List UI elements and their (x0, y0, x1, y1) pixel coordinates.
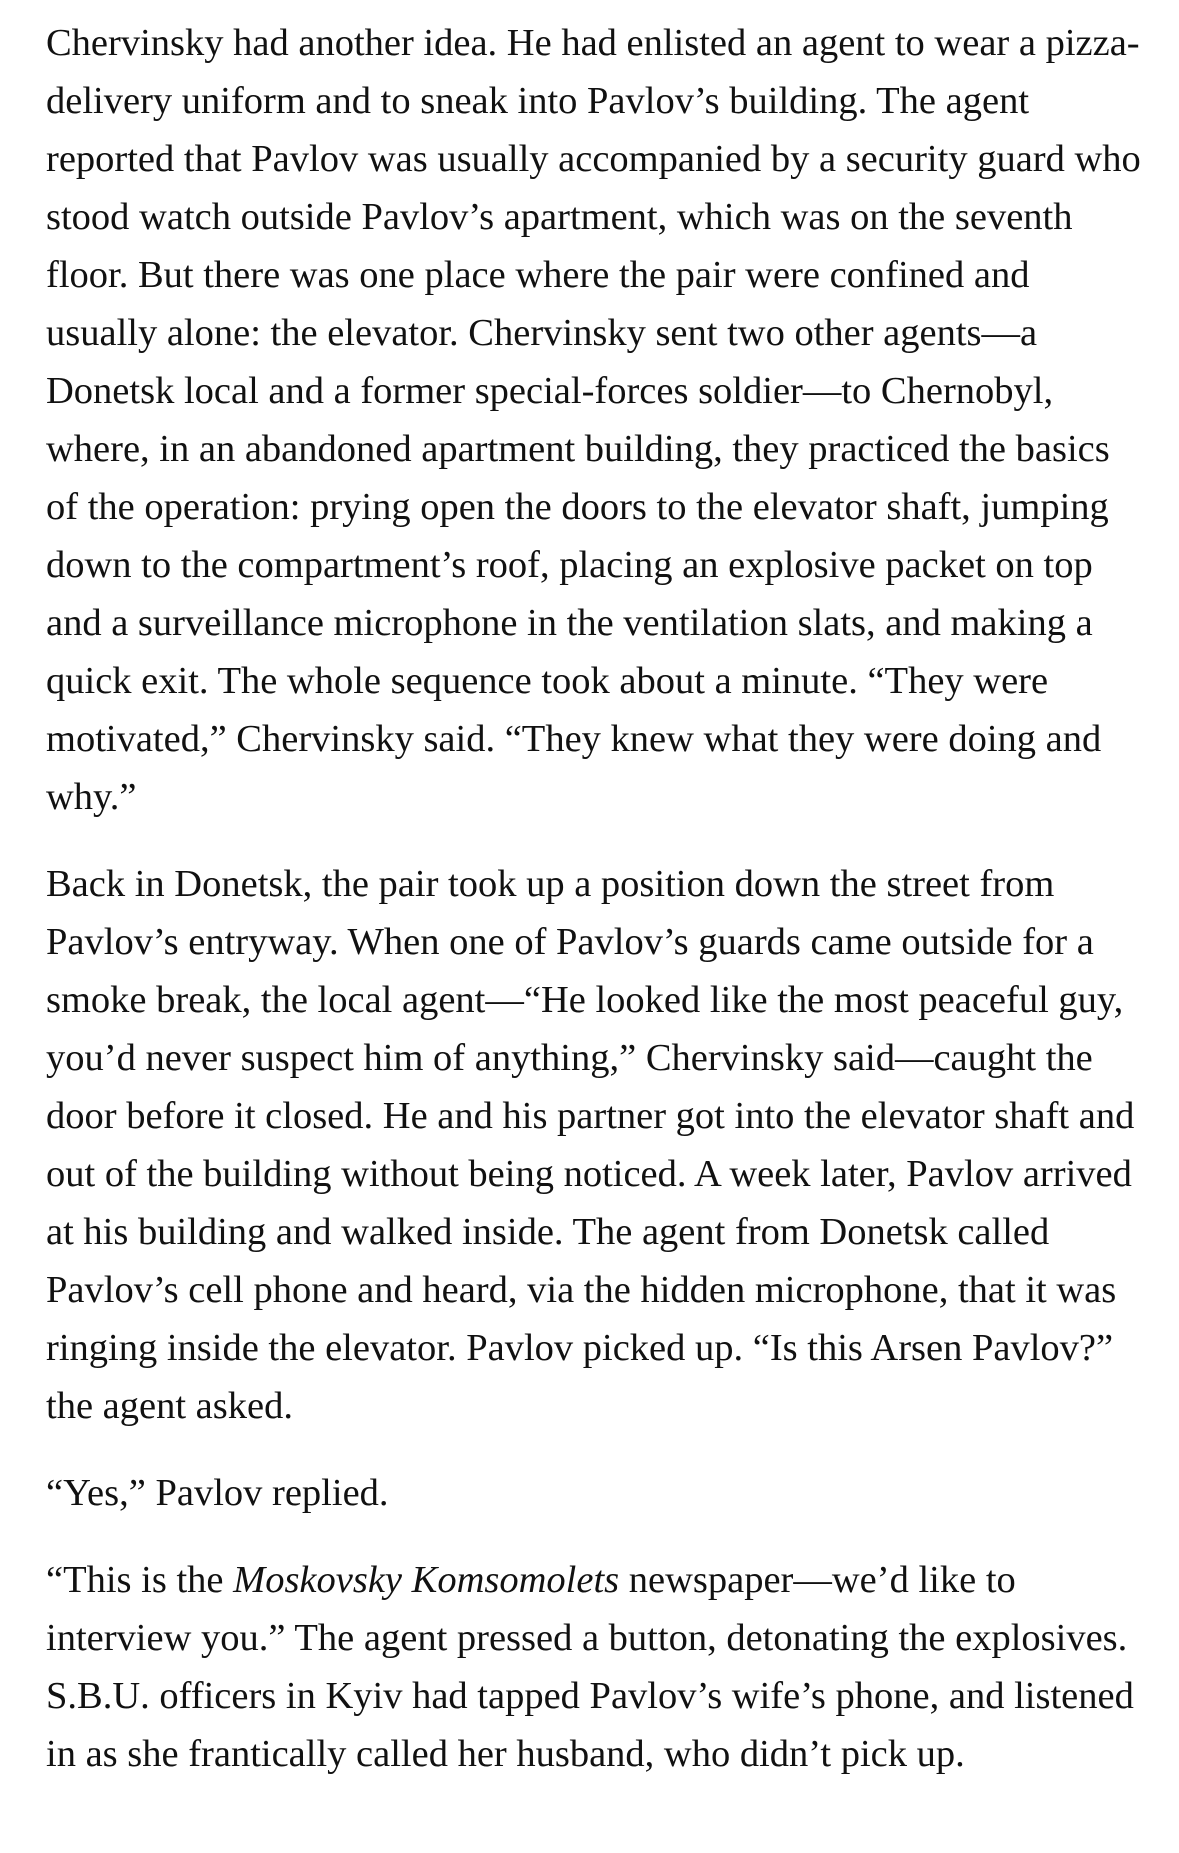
paragraph-donetsk-operation: Back in Donetsk, the pair took up a position down the street from Pavlov’s entryway. When one of Pavlov’s guards came outside for a smoke break, the local agent—“He looked like the most peaceful guy, you’d never suspect him of anything,” Chervinsky said—caught the door before it closed. He and his partner got into the elevator shaft and out of the building without being noticed. A week later, Pavlov arrived at his building and walked inside. The agent from Donetsk called Pavlov’s cell phone and heard, via the hidden microphone, that it was ringing inside the elevator. Pavlov picked up. “Is this Arsen Pavlov?” the agent asked. (46, 863, 1135, 1427)
paragraph-pavlov-reply: “Yes,” Pavlov replied. (46, 1472, 389, 1514)
newspaper-name: Moskovsky Komsomolets (233, 1559, 620, 1601)
paragraph-detonation (46, 1551, 1143, 1783)
paragraph-elevator-plan: Chervinsky had another idea. He had enlisted an agent to wear a pizza-delivery uniform and to sneak into Pavlov’s building. The agent reported that Pavlov was usually accompanied by a security guard who stood watch outside Pavlov’s apartment, which was on the seventh floor. But there was one place where the pair were confined and usually alone: the elevator. Chervinsky sent two other agents—a Donetsk local and a former special-forces soldier—to Chernobyl, where, in an abandoned apartment building, they practiced the basics of the operation: prying open the doors to the elevator shaft, jumping down to the compartment’s roof, placing an explosive packet on top and a surveillance microphone in the ventilation slats, and making a quick exit. The whole sequence took about a minute. “They were motivated,” Chervinsky said. “They knew what they were doing and why.” (46, 22, 1141, 818)
quote-opening: “This is the (46, 1559, 234, 1601)
quote-remainder: newspaper—we’d like to interview you.” The agent pressed a button, detonating the explosives. S.B.U. officers in Kyiv had tapped Pavlov’s wife’s phone, and listened in as she frantically called her husband, who didn’t pick up. (46, 1559, 1134, 1775)
